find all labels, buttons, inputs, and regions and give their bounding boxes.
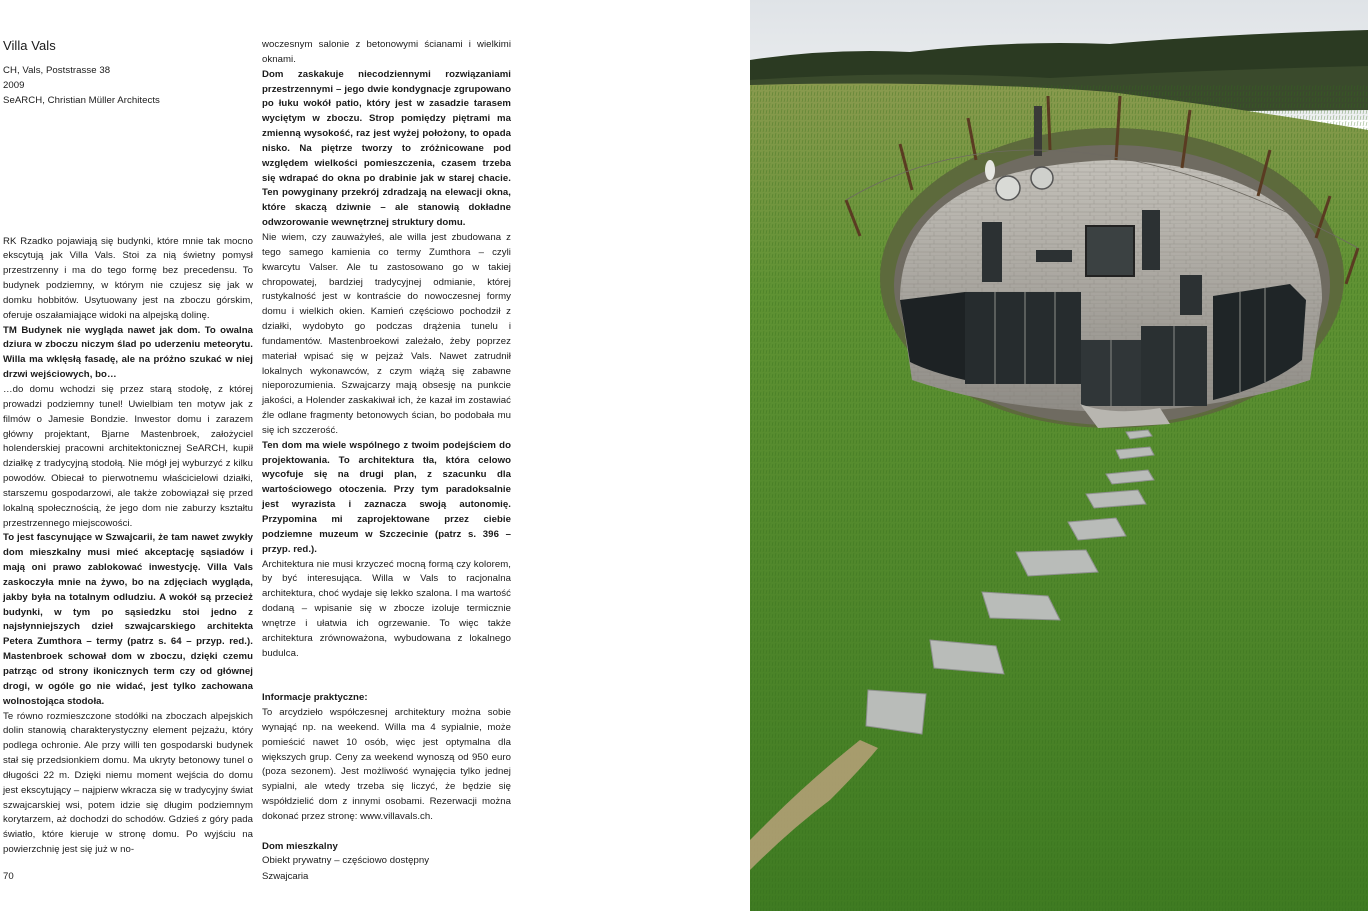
category-heading: Dom mieszkalny (262, 840, 338, 852)
article-meta (3, 64, 253, 109)
paragraph: …do domu wchodzi się przez starą stodołę, z której prowadzi podziemny tunel! Uwielbiam ten motyw jak z filmów o Jamesie Bondzie. Inwestor domu i zarazem główny projektant, Bjarne Mastenbroek, założyciel holenderskiej pracowni architektonicznej SeARCH, kupił działkę z tradycyjną stodołą. Nie mógł jej wyburzyć z kilku powodów. Obiecał to pierwotnemu właścicielowi działki, starszemu gospodarzowi, ale także zobowiązał się przed lokalną społecznością, że jego dom nie zaburzy kształtu przestrzennego miejscowości. (3, 383, 253, 529)
paragraph-bold: To jest fascynujące w Szwajcarii, że tam nawet zwykły dom mieszkalny musi mieć akceptację sąsiadów i mają oni prawo zablokować inwestycję. Villa Vals zaskoczyła mnie na żywo, bo na zdjęciach wygląda, jakby była na totalnym odludziu. A wokół są przecież budynki, w tym po sąsiedzku stoi jedno z najsłynniejszych dzieł szwajcarskiego architekta Petera Zumthora – termy (patrz s. 64 – przyp. red.). Mastenbroek schował dom w zboczu, dzięki czemu patrząc od strony ikonicznych term czy od głównej drogi, w ogóle go nie widać, jest tylko zachowana wolnostojąca stodoła. (3, 532, 253, 707)
paragraph: RK Rzadko pojawiają się budynki, które mnie tak mocno ekscytują jak Villa Vals. Stoi za nią świetny pomysł przestrzenny i ma do tego formę bez precedensu. To budynek podziemny, w którym nie czujesz się jak w domku hobbitów. Usytuowany jest na zboczu górskim, oferuje oszałamiające widoki na alpejską dolinę. (3, 235, 253, 321)
building-photo-icon (750, 0, 1368, 911)
paragraph: Nie wiem, czy zauważyłeś, ale willa jest zbudowana z tego samego kamienia co termy Zumthora – czyli kwarcytu Valser. Ale tu zastosowano go w takiej chropowatej, bardziej tradycyjnej odmianie, której rustykalność jest w kontraście do nowoczesnej formy domu i wielkich okien. Kamień częściowo pochodził z działki, wydobyto go podczas drążenia tunelu i fundamentów. Mastenbroekowi zależało, żeby poprzez materiał wpisać się w pejzaż Vals. Nawet zatrudnił lokalnych wykonawców, z czym wiążą się zabawne nieporozumienia. Szwajcarzy mają obsesję na punkcie jakości, a Holender zaskakiwał ich, że kazał im zostawiać źle odlane fragmenty betonowych ścian, bo podobała mu się ich szczerość. (262, 231, 511, 436)
paragraph: Architektura nie musi krzyczeć mocną formą czy kolorem, by być interesująca. Willa w Vals to racjonalna architektura, choć wydaje się lekko szalona. I ma wartość dodaną – wpisanie się w zbocze izoluje termicznie wnętrze i ułatwia ich ogrzewanie. To więc także architektura zrównoważona, wybudowana z lokalnego budulca. (262, 558, 511, 659)
article-address: CH, Vals, Poststrasse 38 (3, 65, 111, 76)
text-column-1 (3, 38, 253, 858)
paragraph-bold: Dom zaskakuje niecodziennymi rozwiązaniami przestrzennymi – jego dwie kondygnacje zgrupowano po łuku wokół patio, który jest w zasadzie tarasem wyciętym w zboczu. Strop pomiędzy piętrami ma zmienną wysokość, raz jest wyżej położony, to opada nisko. Na piętrze tworzy to zróżnicowane pod względem wielkości pomieszczenia, czasem trzeba się wdrapać do okna po drabinie jak w starej chacie. Ten powyginany przekrój zdradzają na elewacji okna, które skaczą dziwnie – ale stanowią dokładne odwzorowanie wewnętrznej struktury domu. (262, 68, 511, 229)
article-architects: SeARCH, Christian Müller Architects (3, 94, 160, 106)
column-2-body (262, 38, 511, 661)
paragraph: woczesnym salonie z betonowymi ścianami i wielkimi oknami. (262, 39, 511, 65)
practical-heading: Informacje praktyczne: (262, 692, 368, 704)
column-1-body (3, 235, 253, 858)
paragraph-bold: Ten dom ma wiele wspólnego z twoim podejściem do projektowania. To architektura tła, która celowo wycofuje się na drugi plan, z szacunku dla wartościowego otoczenia. Przy tym paradoksalnie jest wyrazista i zaznacza swoją autonomię. Przypomina mi zaprojektowane przez ciebie podziemne muzeum w Szczecinie (patrz s. 396 – przyp. red.). (262, 439, 511, 555)
article-year: 2009 (3, 79, 25, 91)
villa-photo (750, 0, 1368, 911)
practical-text: To arcydzieło współczesnej architektury można sobie wynająć np. na weekend. Willa ma 4 sypialnie, może pomieścić nawet 10 osób, więc jest optymalna dla większych grup. Ceny za weekend wynoszą od 950 euro (poza sezonem). Jest możliwość wynajęcia tylko jednej sypialni, ale wtedy trzeba się liczyć, że będzie się współdzielić dom z innymi osobami. Rezerwacji można dokonać przez stronę: www.villavals.ch. (262, 706, 511, 822)
page-number: 70 (3, 871, 14, 882)
paragraph-bold: TM Budynek nie wygląda nawet jak dom. To owalna dziura w zboczu niczym ślad po uderzeniu meteorytu. Willa ma wklęsłą fasadę, ale na próżno szukać w niej drzwi wejściowych, bo… (3, 324, 253, 381)
section-name: Szwajcaria (262, 871, 309, 882)
paragraph: Te równo rozmieszczone stodółki na zboczach alpejskich dolin stanowią charakterystyczny element pejzażu, który podlega ochronie. Ale przy willi ten gospodarski budynek stał się przedsionkiem domu. Ma ukryty betonowy tunel o długości 22 m. Dzięki niemu moment wejścia do domu jest ekscytujący – najpierw wkracza się w tradycyjny świat szwajcarskiej wsi, potem idzie się długim podziemnym korytarzem, aż dochodzi do schodów. Gdzieś z góry pada światło, które kieruje w stronę domu. Po wyjściu na powierzchnię jest się już w no- (3, 710, 253, 856)
text-column-2 (262, 38, 511, 869)
article-title: Villa Vals (3, 38, 56, 53)
category-text: Obiekt prywatny – częściowo dostępny (262, 855, 430, 867)
